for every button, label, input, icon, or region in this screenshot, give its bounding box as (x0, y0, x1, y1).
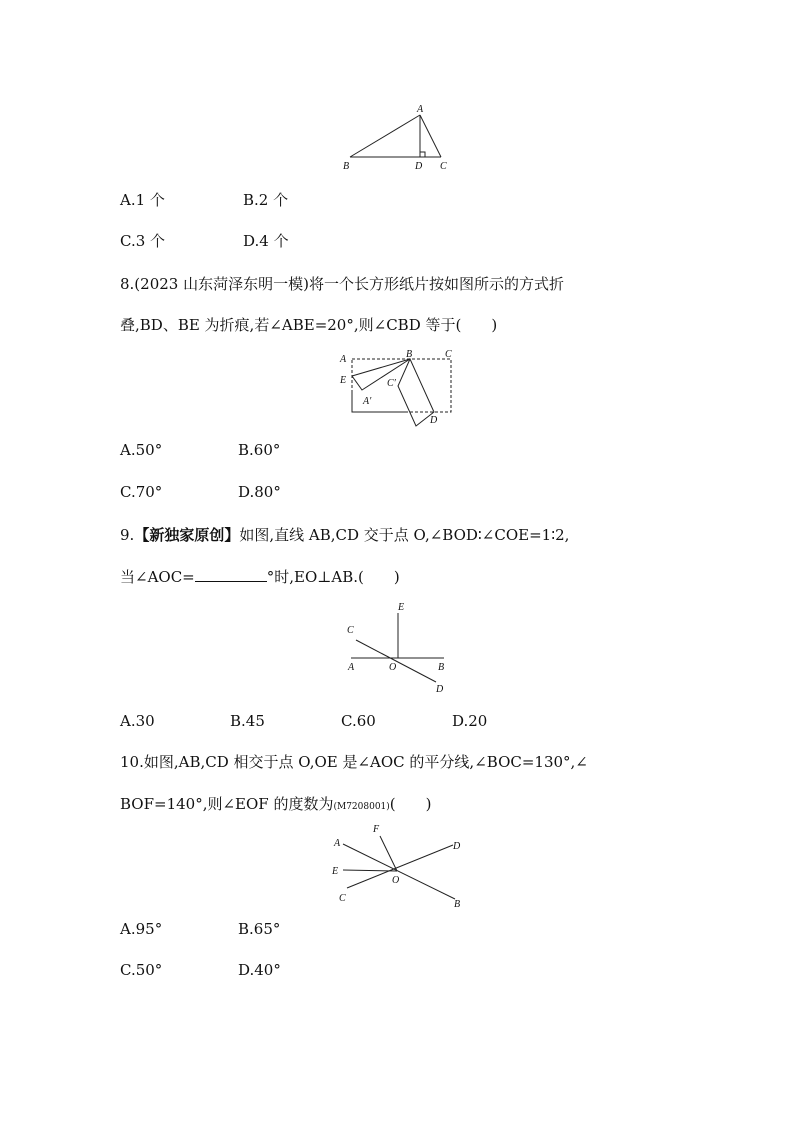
q9-option-d: D.20 (452, 712, 488, 730)
folded-paper-figure (338, 346, 458, 430)
segment-ac (420, 115, 441, 157)
line-ab (343, 844, 455, 899)
question-code: (M7208001) (333, 802, 390, 812)
label-d: D (436, 684, 444, 695)
label-c: C (347, 625, 354, 636)
ray-oe (343, 870, 397, 871)
q8-option-d: D.80° (238, 483, 281, 501)
label-b: B (454, 899, 461, 910)
q9-tag: 【新独家原创】 (134, 526, 240, 544)
q10-option-c: C.50° (120, 961, 163, 979)
q10-line2-start: BOF=140°,则∠EOF 的度数为 (120, 795, 334, 813)
q9-stem-line2 (120, 566, 400, 587)
label-c-prime: C′ (387, 378, 396, 389)
label-a: A (334, 838, 341, 849)
answer-blank (195, 566, 267, 582)
q8-option-c: C.70° (120, 483, 163, 501)
intersecting-lines-figure-q10 (325, 820, 475, 910)
crease-be (352, 359, 410, 376)
right-angle-mark (420, 152, 425, 157)
label-e: E (332, 866, 339, 877)
q8-stem-line2: 叠,BD、BE 为折痕,若∠ABE=20°,则∠CBD 等于( ) (120, 316, 498, 334)
q9-number: 9. (120, 526, 135, 544)
label-c: C (445, 349, 452, 360)
label-o: O (389, 662, 397, 673)
q9-line2-start: 当∠AOC= (120, 568, 195, 586)
label-a: A (348, 662, 355, 673)
q10-option-b: B.65° (238, 920, 281, 938)
intersecting-lines-figure-q9 (340, 598, 460, 698)
line-cd (347, 845, 453, 888)
label-b: B (406, 349, 413, 360)
q10-option-a: A.95° (120, 920, 163, 938)
line-cd (356, 640, 436, 682)
q10-option-d: D.40° (238, 961, 281, 979)
label-o: O (392, 875, 400, 886)
q7-option-d: D.4 个 (243, 232, 289, 250)
ray-of (380, 836, 397, 871)
label-d: D (453, 841, 461, 852)
label-b: B (438, 662, 445, 673)
q9-stem-text: 如图,直线 AB,CD 交于点 O,∠BOD∶∠COE=1∶2, (239, 526, 570, 544)
q9-line2-end: °时,EO⊥AB.( ) (266, 568, 400, 586)
q10-stem-line2 (120, 794, 432, 817)
label-e: E (398, 602, 405, 613)
q9-option-a: A.30 (120, 712, 155, 730)
q9-option-c: C.60 (341, 712, 376, 730)
q7-option-c: C.3 个 (120, 232, 166, 250)
label-c: C (440, 161, 447, 172)
triangle-figure (330, 100, 470, 180)
q8-option-a: A.50° (120, 441, 163, 459)
label-f: F (373, 824, 380, 835)
q10-line2-end: ( ) (389, 795, 432, 813)
q9-option-b: B.45 (230, 712, 265, 730)
label-a: A (417, 104, 424, 115)
q8-stem-line1: 8.(2023 山东菏泽东明一模)将一个长方形纸片按如图所示的方式折 (120, 275, 564, 293)
folded-flap-left (352, 359, 410, 390)
label-e: E (340, 375, 347, 386)
q7-option-b: B.2 个 (243, 191, 289, 209)
label-d: D (430, 415, 438, 426)
label-a-prime: A′ (363, 396, 372, 407)
folded-flap-right (398, 359, 434, 426)
label-b: B (343, 161, 350, 172)
segment-ab (350, 115, 420, 157)
q8-option-b: B.60° (238, 441, 281, 459)
q9-stem-line1 (120, 525, 569, 545)
label-a: A (340, 354, 347, 365)
q7-option-a: A.1 个 (120, 191, 165, 209)
label-d: D (415, 161, 423, 172)
q10-stem-line1: 10.如图,AB,CD 相交于点 O,OE 是∠AOC 的平分线,∠BOC=130°,∠ (120, 753, 588, 771)
label-c: C (339, 893, 346, 904)
